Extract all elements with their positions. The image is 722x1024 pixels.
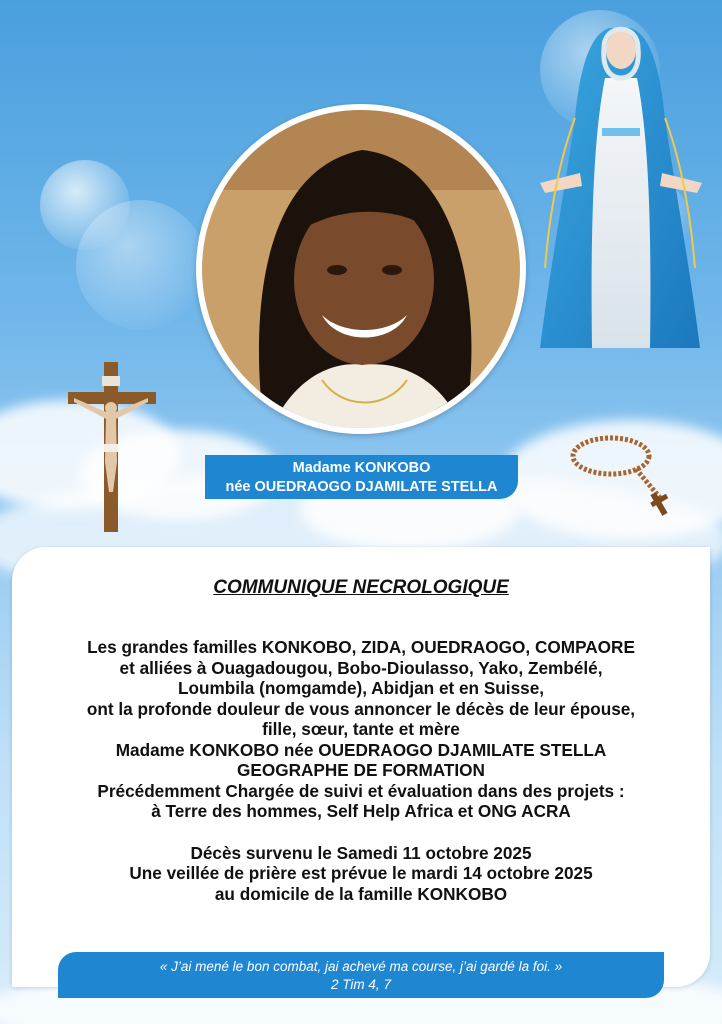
name-line-2: née OUEDRAOGO DJAMILATE STELLA bbox=[225, 479, 498, 495]
notice-line: GEOGRAPHE DE FORMATION bbox=[237, 760, 485, 780]
name-line-1: Madame KONKOBO bbox=[292, 460, 431, 476]
notice-line: et alliées à Ouagadougou, Bobo-Dioulasso, Yako, Zembélé, bbox=[119, 657, 603, 678]
spacer bbox=[20, 822, 702, 843]
event-line: Une veillée de prière est prévue le mardi 14 octobre 2025 bbox=[129, 863, 593, 883]
virgin-mary-statue bbox=[520, 8, 720, 368]
event-line: Décès survenu le Samedi 11 octobre 2025 bbox=[190, 842, 532, 863]
notice-line: Précédemment Chargée de suivi et évaluation dans des projets : bbox=[97, 780, 625, 801]
notice-line: Loumbila (nomgamde), Abidjan et en Suisse, bbox=[177, 678, 545, 698]
notice-line: ont la profonde douleur de vous annoncer le décès de leur épouse, bbox=[86, 698, 636, 719]
notice-body bbox=[20, 637, 702, 904]
notice-title: COMMUNIQUE NECROLOGIQUE bbox=[213, 577, 509, 598]
quote-reference: 2 Tim 4, 7 bbox=[331, 977, 391, 992]
quote-text: « J’ai mené le bon combat, jai achevé ma course, j’ai gardé la foi. » bbox=[159, 959, 563, 974]
quote-banner bbox=[58, 952, 664, 998]
crucifix-icon bbox=[64, 362, 160, 534]
event-line: au domicile de la famille KONKOBO bbox=[214, 883, 508, 904]
notice-line: à Terre des hommes, Self Help Africa et ONG ACRA bbox=[151, 801, 571, 821]
notice-line: fille, sœur, tante et mère bbox=[262, 719, 460, 739]
portrait-photo bbox=[202, 110, 520, 428]
notice-line: Madame KONKOBO née OUEDRAOGO DJAMILATE STELLA bbox=[115, 739, 607, 760]
name-banner bbox=[205, 455, 518, 499]
rosary-icon bbox=[566, 424, 696, 524]
light-bubble bbox=[76, 200, 206, 330]
notice-line: Les grandes familles KONKOBO, ZIDA, OUEDRAOGO, COMPAORE bbox=[87, 637, 635, 657]
